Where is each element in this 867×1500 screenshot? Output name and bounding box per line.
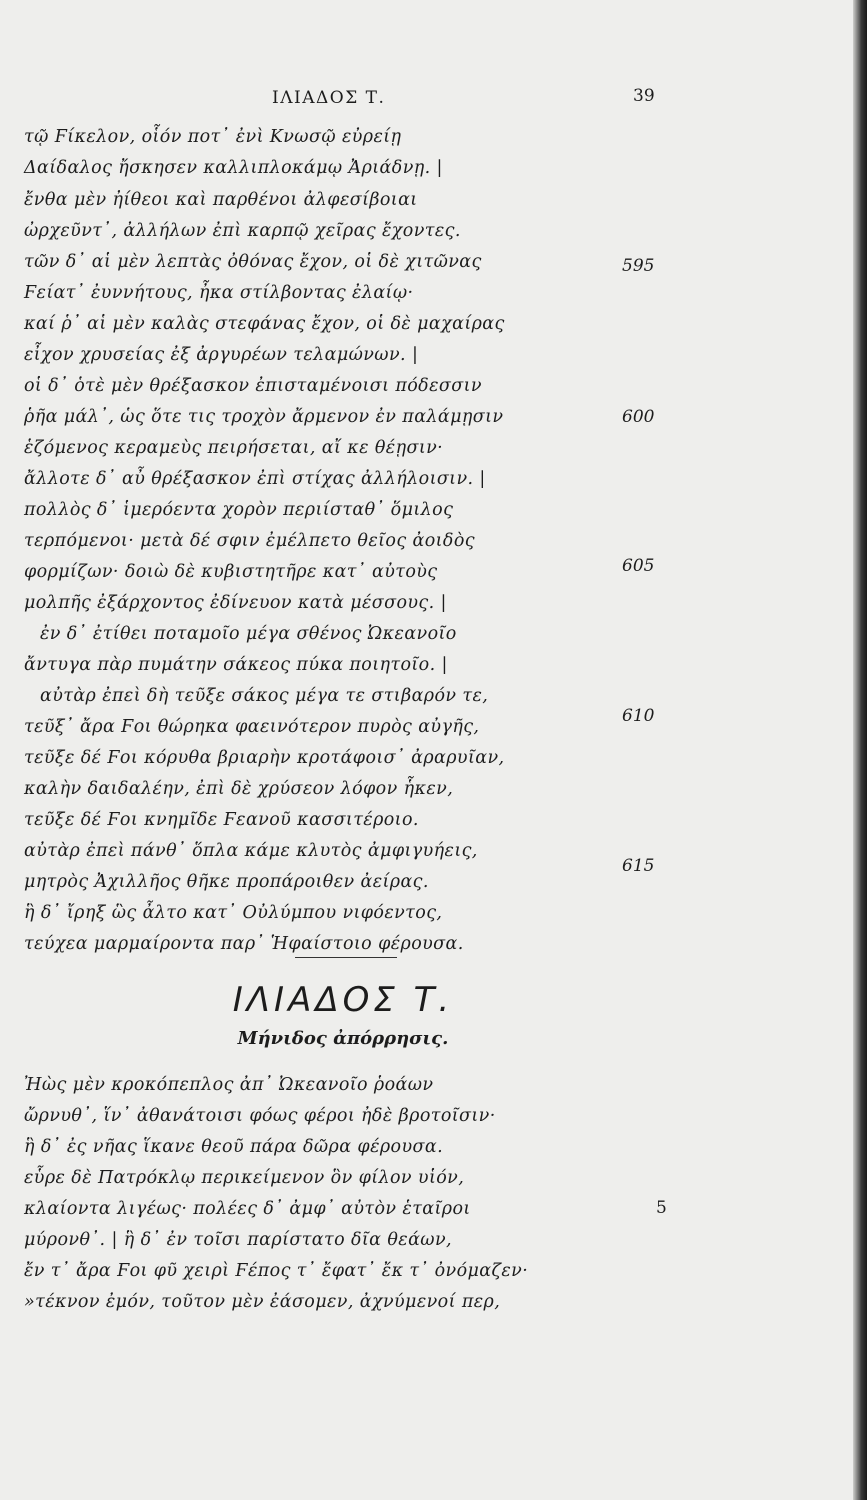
verse-line: αὐτὰρ ἐπεὶ δὴ τεῦξε σάκος μέγα τε στιβαρόν τε, bbox=[40, 686, 489, 706]
verse-line: ἐν δ᾽ ἐτίθει ποταμοῖο μέγα σθένος Ὠκεανοῖο bbox=[40, 624, 457, 644]
verse-line: αὐτὰρ ἐπεὶ πάνθ᾽ ὅπλα κάμε κλυτὸς ἀμφιγυήεις, bbox=[24, 841, 478, 861]
verse-line: πολλὸς δ᾽ ἱμερόεντα χορὸν περιίσταθ᾽ ὅμιλος bbox=[24, 500, 454, 520]
verse-line: μολπῆς ἐξάρχοντος ἐδίνευον κατὰ μέσσους. | bbox=[24, 593, 447, 613]
verse-line: Ϝείατ᾽ ἐυννήτους, ἦκα στίλβοντας ἐλαίῳ· bbox=[24, 283, 414, 303]
line-number: 595 bbox=[622, 256, 655, 276]
verse-line: ὠρχεῦντ᾽, ἀλλήλων ἐπὶ καρπῷ χεῖρας ἔχοντες. bbox=[24, 221, 461, 241]
verse-line: κλαίοντα λιγέως· πολέες δ᾽ ἀμφ᾽ αὐτὸν ἑταῖροι bbox=[24, 1199, 471, 1219]
verse-line: ῥῆα μάλ᾽, ὡς ὅτε τις τροχὸν ἄρμενον ἐν παλάμῃσιν bbox=[24, 407, 504, 427]
section-subtitle: Μήνιδος ἀπόρρησις. bbox=[237, 1028, 449, 1049]
verse-line: τεῦξε δέ Ϝοι κόρυθα βριαρὴν κροτάφοισ᾽ ἀραρυῖαν, bbox=[24, 748, 505, 768]
verse-line: καί ῥ᾽ αἱ μὲν καλὰς στεφάνας ἔχον, οἱ δὲ μαχαίρας bbox=[24, 314, 505, 334]
verse-line: τῶν δ᾽ αἱ μὲν λεπτὰς ὀθόνας ἔχον, οἱ δὲ χιτῶνας bbox=[24, 252, 482, 272]
verse-line: ἄντυγα πὰρ πυμάτην σάκεος πύκα ποιητοῖο. | bbox=[24, 655, 448, 675]
verse-line: εὗρε δὲ Πατρόκλῳ περικείμενον ὃν φίλον υἱόν, bbox=[24, 1168, 465, 1188]
line-number: 5 bbox=[656, 1198, 667, 1218]
line-number: 610 bbox=[622, 706, 655, 726]
page-number: 39 bbox=[633, 86, 655, 106]
verse-line: εἶχον χρυσείας ἐξ ἀργυρέων τελαμώνων. | bbox=[24, 345, 419, 365]
verse-line: ἔν τ᾽ ἄρα Ϝοι φῦ χειρὶ Ϝέπος τ᾽ ἔφατ᾽ ἔκ τ᾽ ὀνόμαζεν· bbox=[24, 1261, 529, 1281]
verse-line: τῷ Ϝίκελον, οἷόν ποτ᾽ ἐνὶ Κνωσῷ εὐρείῃ bbox=[24, 127, 402, 147]
verse-line: καλὴν δαιδαλέην, ἐπὶ δὲ χρύσεον λόφον ἧκεν, bbox=[24, 779, 454, 799]
line-number: 605 bbox=[622, 556, 655, 576]
verse-line: μύρονθ᾽. | ἣ δ᾽ ἐν τοῖσι παρίστατο δῖα θεάων, bbox=[24, 1230, 452, 1250]
verse-line: ἔνθα μὲν ἠίθεοι καὶ παρθένοι ἀλφεσίβοιαι bbox=[24, 190, 418, 210]
line-number: 600 bbox=[622, 407, 655, 427]
verse-line: τερπόμενοι· μετὰ δέ σφιν ἐμέλπετο θεῖος ἀοιδὸς bbox=[24, 531, 475, 551]
verse-line: »τέκνον ἐμόν, τοῦτον μὲν ἐάσομεν, ἀχνύμενοί περ, bbox=[24, 1292, 501, 1312]
verse-line: Ἠὼς μὲν κροκόπεπλος ἀπ᾽ Ὠκεανοῖο ῥοάων bbox=[24, 1075, 434, 1095]
verse-line: φορμίζων· δοιὼ δὲ κυβιστητῆρε κατ᾽ αὐτοὺς bbox=[24, 562, 438, 582]
verse-line: μητρὸς Ἀχιλλῆος θῆκε προπάροιθεν ἀείρας. bbox=[24, 872, 429, 892]
page-edge-shadow bbox=[853, 0, 867, 1500]
verse-line: ἣ δ᾽ ἐς νῆας ἵκανε θεοῦ πάρα δῶρα φέρουσα. bbox=[24, 1137, 444, 1157]
verse-line: τεῦξε δέ Ϝοι κνημῖδε Ϝεανοῦ κασσιτέροιο. bbox=[24, 810, 419, 830]
verse-line: ἣ δ᾽ ἴρηξ ὣς ἆλτο κατ᾽ Οὐλύμπου νιφόεντος, bbox=[24, 903, 443, 923]
running-head: ΙΛΙΑΔΟΣ Τ. bbox=[272, 88, 386, 108]
verse-line: ἄλλοτε δ᾽ αὖ θρέξασκον ἐπὶ στίχας ἀλλήλοισιν. | bbox=[24, 469, 486, 489]
verse-line: ἑζόμενος κεραμεὺς πειρήσεται, αἴ κε θέῃσιν· bbox=[24, 438, 444, 458]
verse-line: οἱ δ᾽ ὁτὲ μὲν θρέξασκον ἐπισταμένοισι πόδεσσιν bbox=[24, 376, 482, 396]
line-number: 615 bbox=[622, 856, 655, 876]
verse-line: Δαίδαλος ἤσκησεν καλλιπλοκάμῳ Ἀριάδνῃ. | bbox=[24, 158, 443, 178]
verse-line: ὤρνυθ᾽, ἵν᾽ ἀθανάτοισι φόως φέροι ἠδὲ βροτοῖσιν· bbox=[24, 1106, 496, 1126]
verse-line: τεῦξ᾽ ἄρα Ϝοι θώρηκα φαεινότερον πυρὸς αὐγῆς, bbox=[24, 717, 480, 737]
verse-line: τεύχεα μαρμαίροντα παρ᾽ Ἡφαίστοιο φέρουσα. bbox=[24, 934, 464, 954]
section-title: ΙΛΙΑΔΟΣ Τ. bbox=[232, 980, 454, 1020]
section-divider bbox=[295, 957, 397, 958]
